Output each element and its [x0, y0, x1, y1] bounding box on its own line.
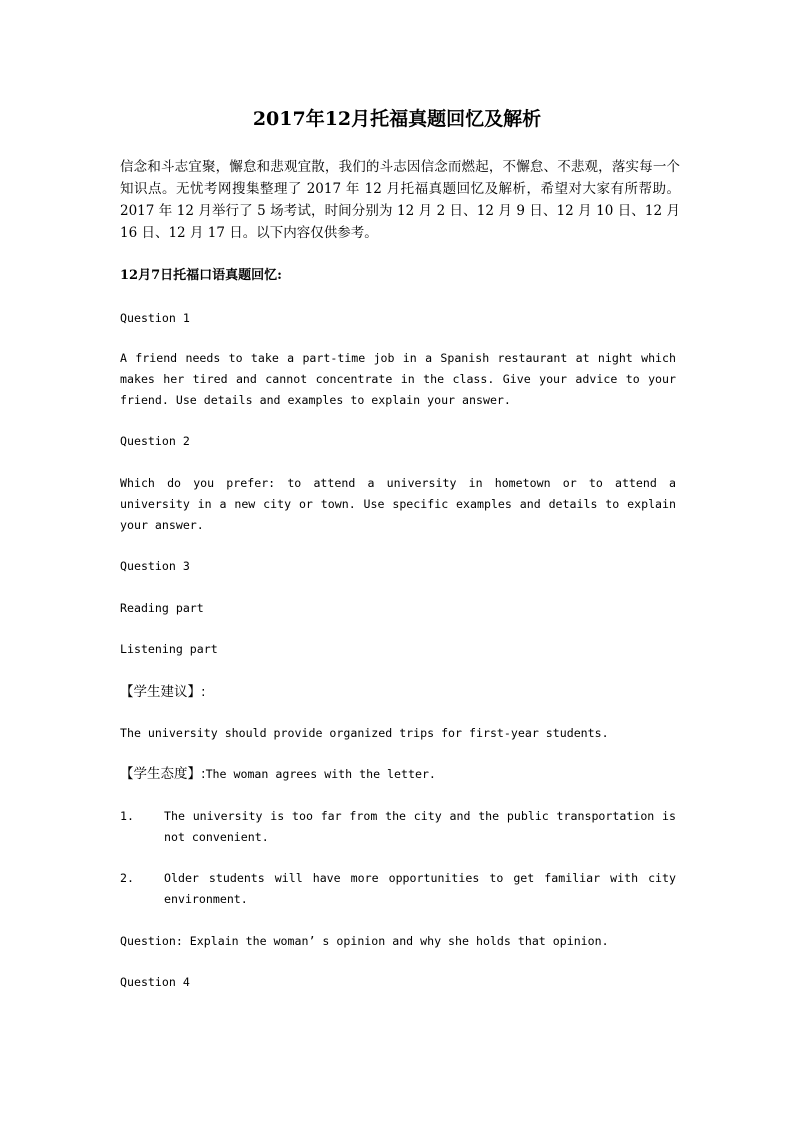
point-1-text: The university is too far from the city and the public transportation is not convenient. [164, 809, 676, 844]
section-heading: 12月7日托福口语真题回忆: [120, 268, 282, 283]
question-4-label: Question 4 [120, 975, 190, 989]
point-2 [120, 868, 676, 910]
listening-part: Listening part [120, 642, 218, 656]
point-2-text: Older students will have more opportunities to get familiar with city environment. [164, 871, 676, 906]
document-title: 2017年12月托福真题回忆及解析 [252, 108, 542, 130]
student-suggestion-label: 【学生建议】: [120, 684, 206, 700]
question-1-text: A friend needs to take a part-time job in a Spanish restaurant at night which makes her tired and cannot concentrate in the class. Give your advice to your friend. Use details and examples to explain your answer. [120, 351, 676, 407]
point-1-number: 1. [120, 809, 134, 823]
point-2-number: 2. [120, 871, 134, 885]
intro-paragraph: 信念和斗志宜聚，懈怠和悲观宜散，我们的斗志因信念而燃起，不懈怠、不悲观，落实每一个知识点。无忧考网搜集整理了 2017 年 12 月托福真题回忆及解析，希望对大家有所帮助。2017 年 12 月举行了 5 场考试，时间分别为 12 月 2 日、12 月 9 日、12 月 10 日、12 月 16 日、12 月 17 日。以下内容仅供参考。 [120, 159, 680, 241]
question-2-text: Which do you prefer: to attend a university in hometown or to attend a university in a new city or town. Use specific examples and details to explain your answer. [120, 476, 676, 532]
student-attitude-text: The woman agrees with the letter. [205, 767, 436, 781]
question-2-label: Question 2 [120, 434, 190, 448]
question-3-label: Question 3 [120, 559, 190, 573]
question-3-question: Question: Explain the woman’ s opinion and why she holds that opinion. [120, 934, 609, 948]
student-attitude-label: 【学生态度】: [120, 766, 206, 782]
student-attitude-line [120, 762, 676, 783]
student-suggestion-text: The university should provide organized trips for first-year students. [120, 726, 609, 740]
reading-part: Reading part [120, 601, 204, 615]
question-1-label: Question 1 [120, 311, 190, 325]
point-1 [120, 806, 676, 848]
